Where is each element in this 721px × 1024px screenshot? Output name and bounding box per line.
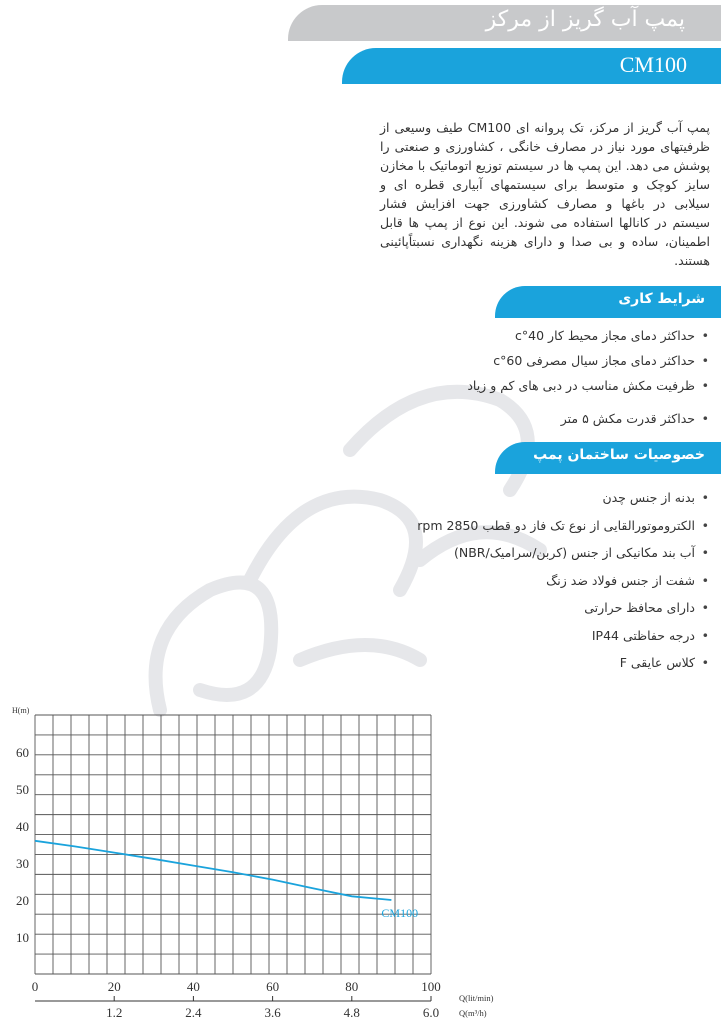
page-title: پمپ آب گریز از مرکز [485, 7, 685, 32]
x-tick-label: 100 [421, 979, 441, 994]
operating-conditions-list [467, 328, 709, 436]
x2-tick-label: 6.0 [422, 1005, 440, 1020]
x2-tick-label: 2.4 [185, 1005, 202, 1020]
list-item: • درجه حفاظتی IP44 [417, 628, 709, 656]
x-axis-label: Q(lit/min) [459, 993, 494, 1003]
y-tick-label: 20 [16, 893, 29, 908]
x2-axis-label: Q(m³/h) [459, 1008, 487, 1018]
y-tick-label: 60 [16, 745, 29, 760]
x2-tick-label: 4.8 [343, 1005, 360, 1020]
y-tick-label: 50 [16, 782, 29, 797]
list-item: • کلاس عایقی F [417, 655, 709, 683]
x-tick-label: 60 [266, 979, 280, 994]
x2-tick-label: 3.6 [264, 1005, 281, 1020]
operating-conditions-title: شرایط کاری [618, 291, 705, 307]
x-tick-label: 0 [31, 979, 39, 994]
list-item: • ظرفیت مکش مناسب در دبی های کم و زیاد [467, 378, 709, 403]
model-banner [342, 48, 721, 84]
y-axis-label: H(m) [12, 706, 30, 715]
title-banner [288, 5, 721, 41]
list-item: • آب بند مکانیکی از جنس (کربن/سرامیک/NBR) [417, 545, 709, 573]
pump-curve-chart [0, 700, 521, 1024]
series-label: CM100 [381, 906, 419, 920]
y-tick-label: 40 [16, 819, 29, 834]
model-name: CM100 [619, 52, 687, 77]
list-item: • حداکثر قدرت مکش ۵ متر [467, 411, 709, 436]
construction-banner [495, 442, 721, 474]
operating-conditions-banner [495, 286, 721, 318]
intro-paragraph: پمپ آب گریز از مرکز، تک پروانه ای CM100 طیف وسیعی از ظرفیتهای مورد نیاز در مصارف خانگی ، کشاورزی و صنعتی را پوشش می دهد. این پمپ ها در سیستم توزیع اتوماتیک با مخازن سایز کوچک و متوسط برای سیستمهای آبیاری قطره ای و سیلابی در باغها و مصارف کشاورزی جهت افزایش فشار سیستم در کانالها استفاده می شوند. این نوع از پمپ ها قابل اطمینان، ساده و بی صدا و دارای هزینه نگهداری نسبتاًپائینی هستند. [380, 120, 710, 268]
series-line-cm100 [35, 841, 391, 900]
x2-tick-label: 1.2 [106, 1005, 123, 1020]
list-item: • حداکثر دمای مجاز سیال مصرفی 60°c [467, 353, 709, 378]
y-tick-label: 30 [16, 856, 29, 871]
x-tick-label: 20 [107, 979, 121, 994]
construction-list [417, 490, 709, 683]
construction-title: خصوصیات ساختمان پمپ [533, 447, 705, 463]
list-item: • دارای محافظ حرارتی [417, 600, 709, 628]
list-item: • بدنه از جنس چدن [417, 490, 709, 518]
list-item: • حداکثر دمای مجاز محیط کار 40°c [467, 328, 709, 353]
x-tick-label: 80 [345, 979, 359, 994]
list-item: • شفت از جنس فولاد ضد زنگ [417, 573, 709, 601]
y-tick-label: 10 [16, 930, 29, 945]
x-tick-label: 40 [186, 979, 200, 994]
list-item: • الکتروموتورالقایی از نوع تک فاز دو قطب 2850 rpm [417, 518, 709, 546]
